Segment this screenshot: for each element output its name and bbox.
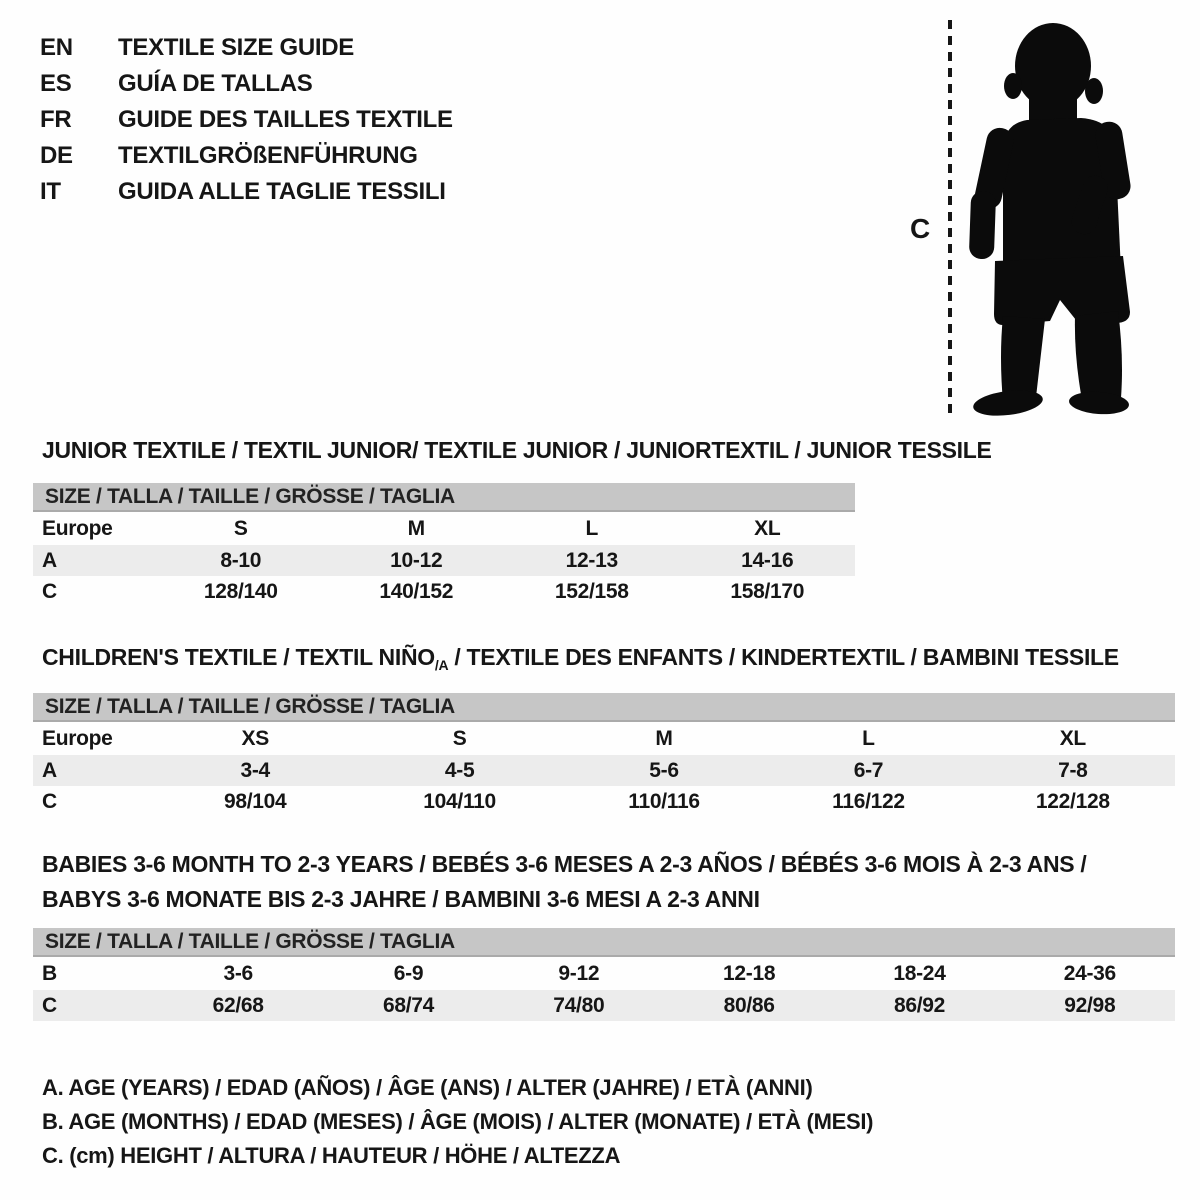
guide-title: GUIDA ALLE TAGLIE TESSILI — [118, 178, 446, 205]
language-row — [40, 138, 453, 174]
legend-line-c: C. (cm) HEIGHT / ALTURA / HAUTEUR / HÖHE / ALTEZZA — [42, 1143, 621, 1168]
height-value: 68/74 — [382, 993, 435, 1017]
children-title-sub: /A — [434, 657, 449, 673]
age-months-value: 24-36 — [1063, 961, 1116, 985]
size-header-bar: SIZE / TALLA / TAILLE / GRÖSSE / TAGLIA — [33, 693, 1175, 722]
age-value: 8-10 — [220, 548, 262, 572]
height-value: 92/98 — [1064, 993, 1116, 1017]
height-value: 122/128 — [1035, 789, 1110, 813]
height-value: 158/170 — [730, 579, 805, 603]
junior-size-table — [33, 483, 855, 607]
language-code: DE — [40, 142, 73, 169]
age-months-value: 6-9 — [393, 961, 424, 985]
language-row — [40, 66, 453, 102]
age-value: 4-5 — [444, 758, 475, 782]
height-value: 140/152 — [379, 579, 454, 603]
language-code: FR — [40, 106, 72, 133]
size-value: M — [407, 516, 425, 540]
babies-section-title-line1: BABIES 3-6 MONTH TO 2-3 YEARS / BEBÉS 3-6 MESES A 2-3 AÑOS / BÉBÉS 3-6 MOIS À 2-3 ANS / — [42, 851, 1087, 877]
row-label: A — [42, 758, 57, 782]
age-months-value: 9-12 — [558, 961, 600, 985]
guide-title: TEXTILE SIZE GUIDE — [118, 34, 354, 61]
age-months-value: 3-6 — [223, 961, 253, 985]
table-row — [33, 512, 855, 545]
language-code: ES — [40, 70, 72, 97]
age-value: 12-13 — [565, 548, 618, 572]
height-dashed-line — [948, 20, 952, 418]
height-value: 74/80 — [553, 993, 605, 1017]
size-value: S — [452, 726, 467, 750]
age-value: 14-16 — [741, 548, 794, 572]
height-value: 152/158 — [554, 579, 629, 603]
babies-size-table — [33, 928, 1175, 1021]
height-value: 98/104 — [223, 789, 287, 813]
children-size-table — [33, 693, 1175, 817]
height-value: 128/140 — [203, 579, 278, 603]
size-value: M — [655, 726, 673, 750]
table-row — [33, 545, 855, 576]
table-row — [33, 957, 1175, 990]
row-label: Europe — [42, 516, 113, 540]
row-label: A — [42, 548, 57, 572]
children-title-post: / TEXTILE DES ENFANTS / KINDERTEXTIL / BAMBINI TESSILE — [448, 644, 1119, 670]
language-code: IT — [40, 178, 61, 205]
age-value: 6-7 — [853, 758, 884, 782]
row-label: B — [42, 961, 57, 985]
legend-line-a: A. AGE (YEARS) / EDAD (AÑOS) / ÂGE (ANS) / ALTER (JAHRE) / ETÀ (ANNI) — [42, 1075, 813, 1100]
size-value: XL — [1059, 726, 1086, 750]
height-measure-label: C — [910, 213, 930, 244]
table-row — [33, 786, 1175, 817]
language-code: EN — [40, 34, 73, 61]
row-label: C — [42, 993, 57, 1017]
age-value: 10-12 — [390, 548, 443, 572]
height-value: 104/110 — [423, 789, 496, 813]
babies-section-title-line2: BABYS 3-6 MONATE BIS 2-3 JAHRE / BAMBINI 3-6 MESI A 2-3 ANNI — [42, 886, 760, 912]
height-value: 110/116 — [628, 789, 700, 813]
table-row — [33, 990, 1175, 1021]
age-months-value: 12-18 — [723, 961, 776, 985]
row-label: Europe — [42, 726, 113, 750]
height-value: 80/86 — [723, 993, 775, 1017]
height-value: 86/92 — [893, 993, 945, 1017]
size-value: S — [233, 516, 248, 540]
children-title-pre: CHILDREN'S TEXTILE / TEXTIL NIÑO — [42, 644, 435, 670]
age-value: 5-6 — [649, 758, 679, 782]
size-header-bar: SIZE / TALLA / TAILLE / GRÖSSE / TAGLIA — [33, 928, 1175, 957]
junior-section-title: JUNIOR TEXTILE / TEXTIL JUNIOR/ TEXTILE JUNIOR / JUNIORTEXTIL / JUNIOR TESSILE — [42, 437, 992, 463]
language-title-list — [40, 30, 453, 210]
size-value: L — [862, 726, 875, 750]
row-label: C — [42, 789, 57, 813]
legend-line-b: B. AGE (MONTHS) / EDAD (MESES) / ÂGE (MOIS) / ALTER (MONATE) / ETÀ (MESI) — [42, 1109, 874, 1134]
age-months-value: 18-24 — [893, 961, 946, 985]
size-value: XL — [754, 516, 781, 540]
row-label: C — [42, 579, 57, 603]
language-row — [40, 30, 453, 66]
size-header-bar: SIZE / TALLA / TAILLE / GRÖSSE / TAGLIA — [33, 483, 855, 512]
children-section-title — [42, 644, 1119, 673]
guide-title: GUIDE DES TAILLES TEXTILE — [118, 106, 453, 133]
table-row — [33, 755, 1175, 786]
table-row — [33, 722, 1175, 755]
size-value: L — [585, 516, 599, 540]
guide-title: TEXTILGRÖßENFÜHRUNG — [118, 142, 418, 169]
toddler-silhouette-icon — [963, 16, 1135, 416]
guide-title: GUÍA DE TALLAS — [118, 70, 313, 97]
measurement-legend — [42, 1071, 873, 1173]
height-value: 62/68 — [212, 993, 264, 1017]
age-value: 7-8 — [1058, 758, 1088, 782]
size-value: XS — [241, 726, 269, 750]
table-row — [33, 576, 855, 607]
height-value: 116/122 — [832, 789, 905, 813]
language-row — [40, 102, 453, 138]
age-value: 3-4 — [240, 758, 270, 782]
language-row — [40, 174, 453, 210]
